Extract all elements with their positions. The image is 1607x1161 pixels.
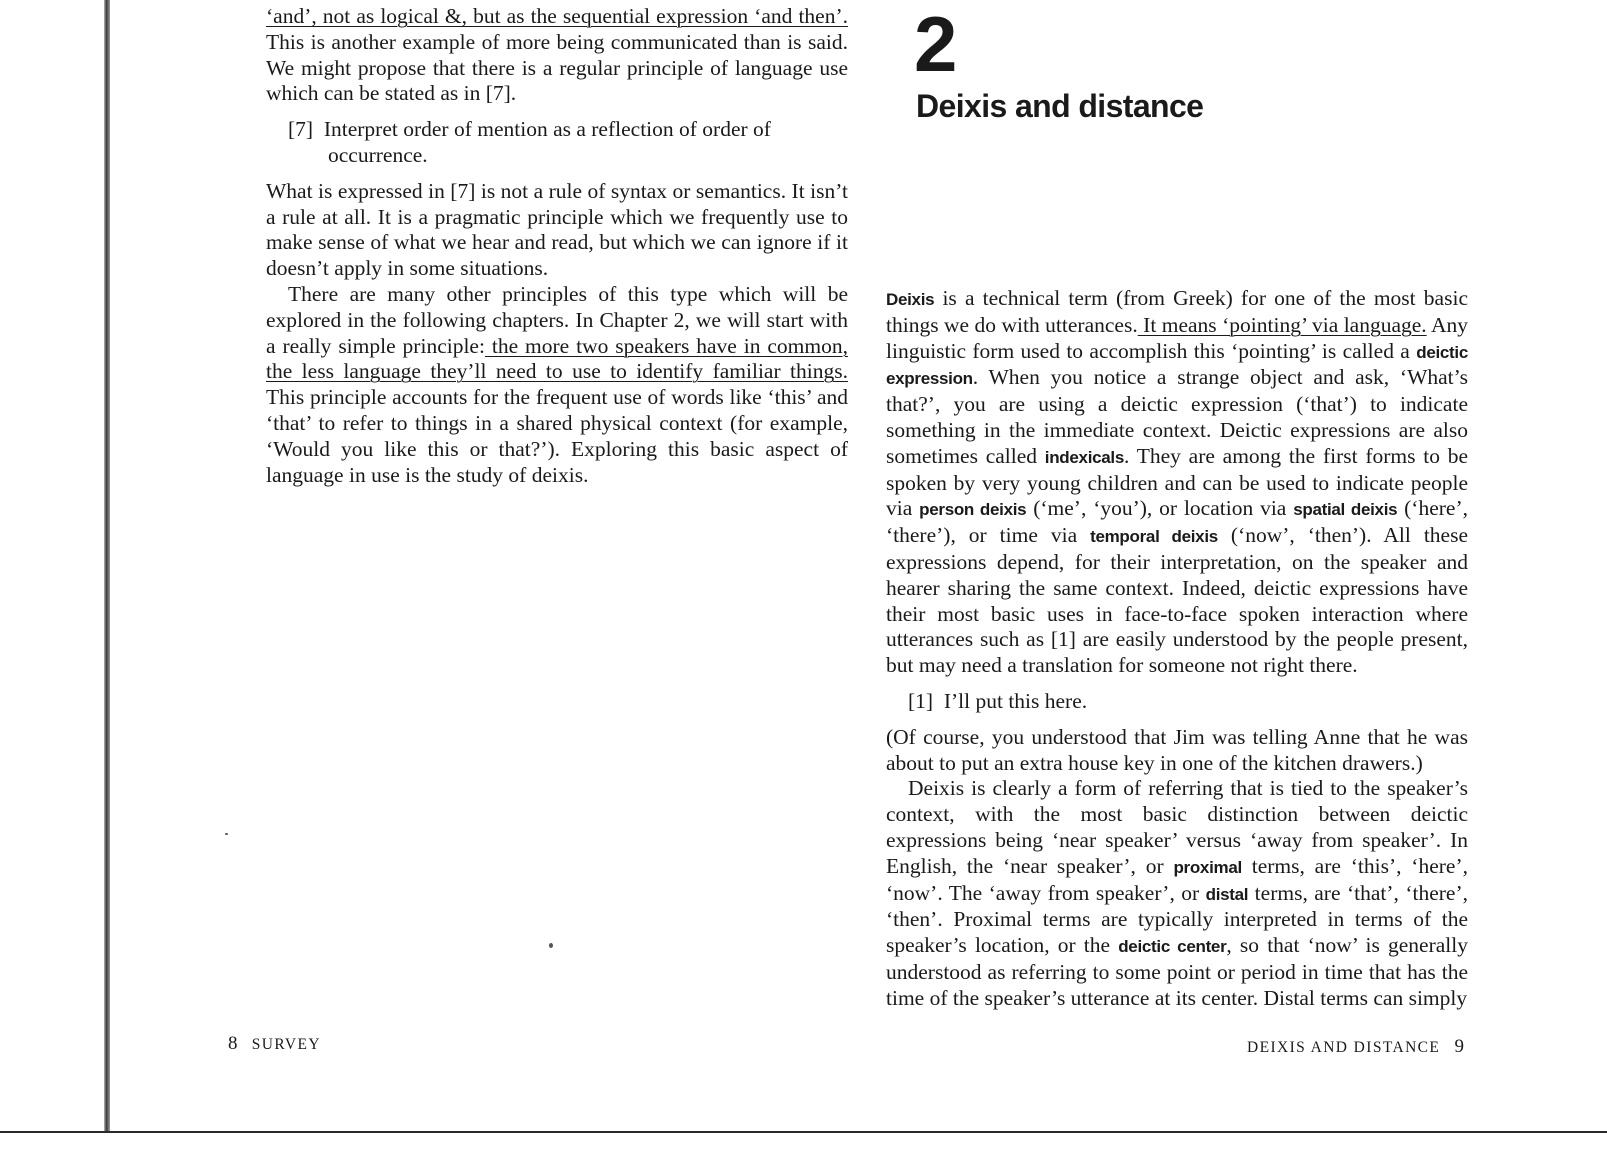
underlined-passage: ‘and’, not as logical &, but as the sequential expression ‘and then’.	[266, 4, 848, 28]
key-term: indexicals	[1044, 447, 1125, 467]
key-term: spatial deixis	[1293, 500, 1398, 520]
example-number: [1]	[908, 688, 934, 713]
chapter-title: Deixis and distance	[916, 88, 1204, 124]
scan-speck	[225, 833, 228, 835]
running-head: SURVEY	[251, 1036, 321, 1053]
example-number: [7]	[288, 117, 314, 142]
scan-speck	[549, 943, 553, 948]
key-term: person deixis	[919, 500, 1027, 520]
paragraph: What is expressed in [7] is not a rule of syntax or semantics. It isn’t a rule at all. It is a pragmatic principle which we frequently use to make sense of what we hear and read, but which we can ignore if it doesn’t apply in some situations.	[266, 178, 848, 281]
key-term: proximal	[1173, 857, 1242, 877]
scan-bottom-edge	[0, 1131, 1607, 1161]
chapter-number: 2	[914, 0, 956, 88]
example-7	[266, 117, 848, 169]
right-page-text	[886, 286, 1468, 1012]
key-term: Deixis	[886, 290, 935, 309]
underlined-passage: the more two speakers have in common, the less language they’ll need to use to identify familiar things.	[266, 333, 848, 384]
key-term: deictic expression	[886, 342, 1468, 389]
underlined-passage: It means ‘pointing’ via language.	[1137, 312, 1427, 337]
key-term: temporal deixis	[1090, 527, 1218, 547]
paragraph: There are many other principles of this type which will be explored in the following chapters. In Chapter 2, we will start with a really simple principle: the more two speakers have in common, the less language they’ll need to use to identify familiar things. This principle accounts for the frequent use of words like ‘this’ and ‘that’ to refer to things in a shared physical context (for example, ‘Would you like this or that?’). Exploring this basic aspect of language in use is the study of deixis.	[266, 281, 848, 487]
page-number: 9	[1454, 1036, 1465, 1057]
right-page-folio	[1247, 1036, 1464, 1059]
running-head: DEIXIS AND DISTANCE	[1247, 1039, 1441, 1056]
page-number: 8	[228, 1033, 238, 1054]
example-text: I’ll put this here.	[943, 688, 1088, 713]
example-1	[886, 689, 1468, 715]
paragraph: ‘and’, not as logical &, but as the sequential expression ‘and then’. This is another example of more being communicated than is said. We might propose that there is a regular principle of language use which can be stated as in [7].	[266, 4, 848, 106]
example-text: Interpret order of mention as a reflection of order of occurrence.	[323, 117, 771, 167]
paragraph: (Of course, you understood that Jim was telling Anne that he was about to put an extra house key in one of the kitchen drawers.)	[886, 724, 1468, 775]
left-page-text	[266, 4, 848, 488]
book-binding-shadow	[104, 0, 110, 1131]
paragraph: Deixis is clearly a form of referring that is tied to the speaker’s context, with the most basic distinction between deictic expressions being ‘near speaker’ versus ‘away from speaker’. In English, the ‘near speaker’, or proximal terms, are ‘this’, ‘here’, ‘now’. The ‘away from speaker’, or distal terms, are ‘that’, ‘there’, ‘then’. Proximal terms are typically interpreted in terms of the speaker’s location, or the deictic center, so that ‘now’ is generally understood as referring to some point or period in time that has the time of the speaker’s utterance at its center. Distal terms can simply	[886, 776, 1468, 1010]
left-page-folio	[228, 1033, 321, 1056]
key-term: distal	[1205, 884, 1249, 904]
key-term: deictic center	[1118, 937, 1227, 957]
paragraph: Deixis is a technical term (from Greek) for one of the most basic things we do with utterances. It means ‘pointing’ via language. Any linguistic form used to accomplish this ‘pointing’ is called a deictic expression. When you notice a strange object and ask, ‘What’s that?’, you are using a deictic expression (‘that’) to indicate something in the immediate context. Deictic expressions are also sometimes called indexicals. They are among the first forms to be spoken by very young children and can be used to indicate people via person deixis (‘me’, ‘you’), or location via spatial deixis (‘here’, ‘there’), or time via temporal deixis (‘now’, ‘then’). All these expressions depend, for their interpretation, on the speaker and hearer sharing the same context. Indeed, deictic expressions have their most basic uses in face-to-face spoken interaction where utterances such as [1] are easily understood by the people present, but may need a translation for someone not right there.	[886, 286, 1469, 678]
